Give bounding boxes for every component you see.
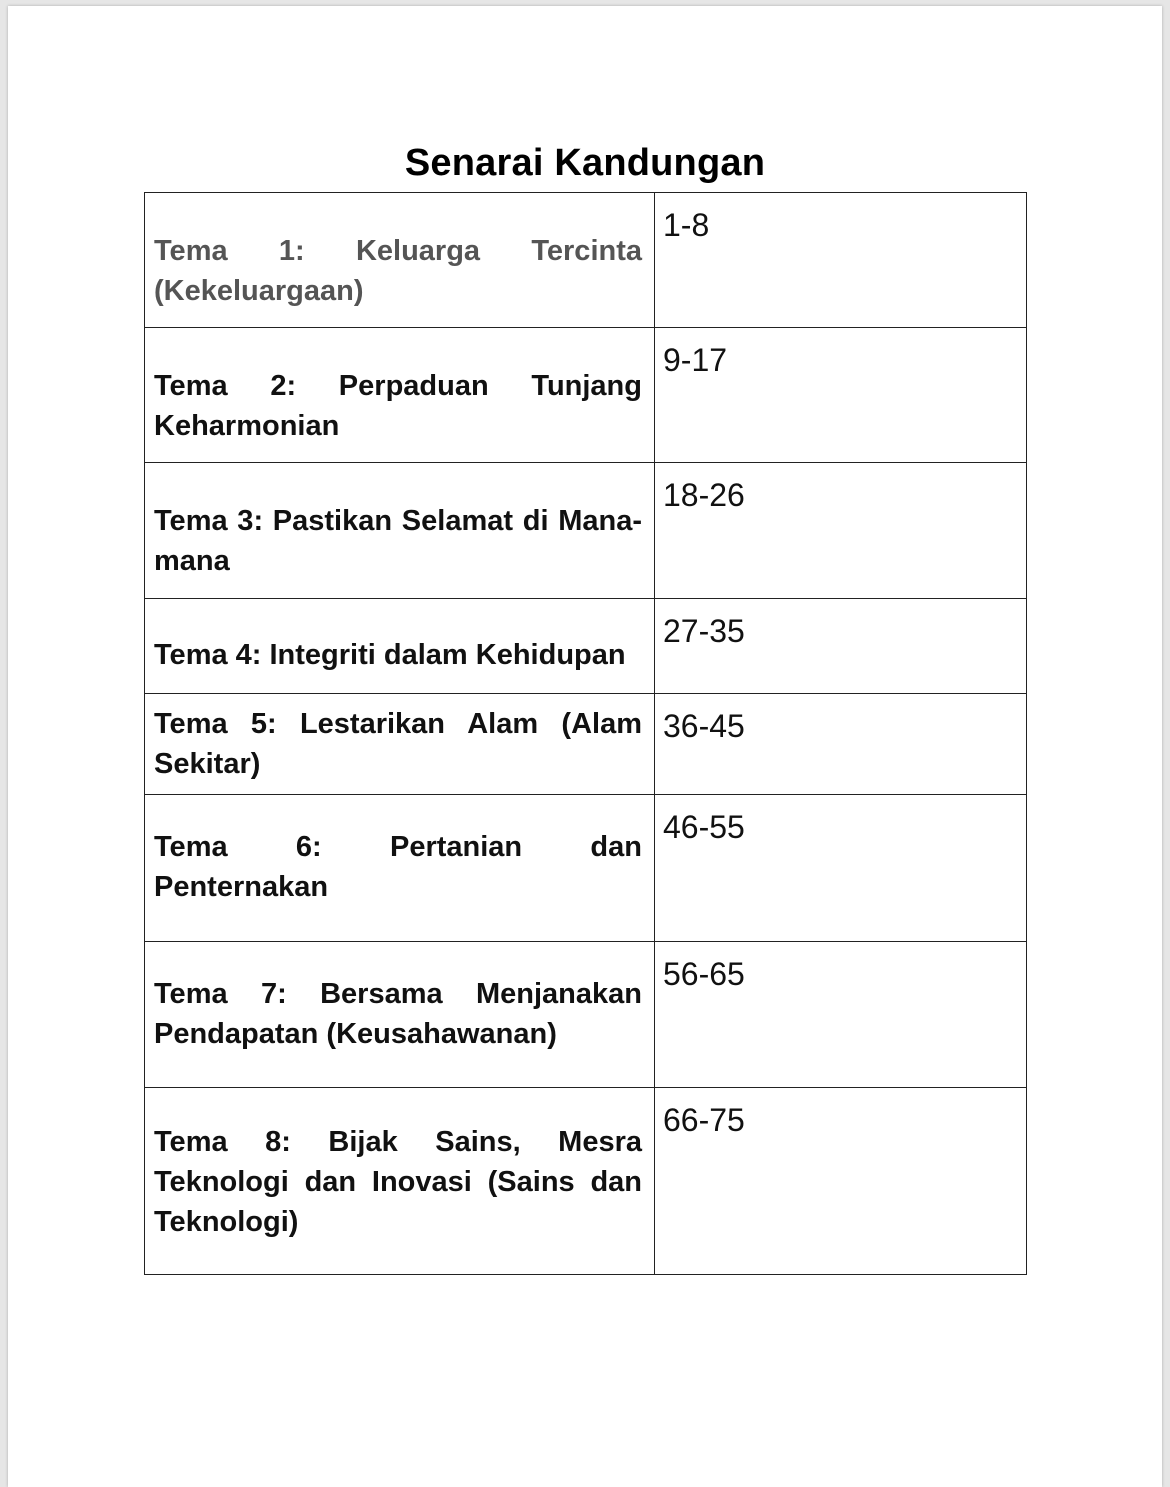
theme-cell	[145, 1088, 655, 1275]
page-title: Senarai Kandungan	[404, 142, 766, 184]
page-range-cell: 9-17	[655, 328, 1027, 463]
theme-label: Tema 8: Bijak Sains, Mesra Teknologi dan Inovasi (Sains dan Teknologi)	[154, 1126, 642, 1238]
theme-label: Tema 6: Pertanian dan Penternakan	[154, 831, 642, 903]
theme-label: Tema 4: Integriti dalam Kehidupan	[154, 639, 626, 671]
table-row	[145, 193, 1027, 328]
theme-label: Tema 2: Perpaduan Tunjang Keharmonian	[154, 370, 642, 442]
theme-cell	[145, 795, 655, 942]
theme-label: Tema 5: Lestarikan Alam (Alam Sekitar)	[154, 708, 642, 780]
page-range-cell: 46-55	[655, 795, 1027, 942]
table-row	[145, 694, 1027, 795]
theme-cell	[145, 942, 655, 1088]
table-of-contents	[144, 192, 1027, 1275]
page-range-cell: 27-35	[655, 599, 1027, 694]
table-row	[145, 942, 1027, 1088]
page-range-cell: 56-65	[655, 942, 1027, 1088]
theme-cell	[145, 193, 655, 328]
theme-cell	[145, 694, 655, 795]
table-row	[145, 328, 1027, 463]
page-range-cell: 1-8	[655, 193, 1027, 328]
theme-label: Tema 7: Bersama Menjanakan Pendapatan (Keusahawanan)	[154, 978, 642, 1050]
table-row	[145, 463, 1027, 599]
page-range-cell: 66-75	[655, 1088, 1027, 1275]
table-row	[145, 599, 1027, 694]
theme-cell	[145, 463, 655, 599]
theme-label: Tema 3: Pastikan Selamat di Mana-mana	[154, 505, 642, 577]
page-range-cell: 36-45	[655, 694, 1027, 795]
theme-label: Tema 1: Keluarga Tercinta (Kekeluargaan)	[154, 235, 642, 307]
page-range-cell: 18-26	[655, 463, 1027, 599]
theme-cell	[145, 328, 655, 463]
table-row	[145, 795, 1027, 942]
theme-cell	[145, 599, 655, 694]
table-row	[145, 1088, 1027, 1275]
document-page	[8, 6, 1162, 1487]
